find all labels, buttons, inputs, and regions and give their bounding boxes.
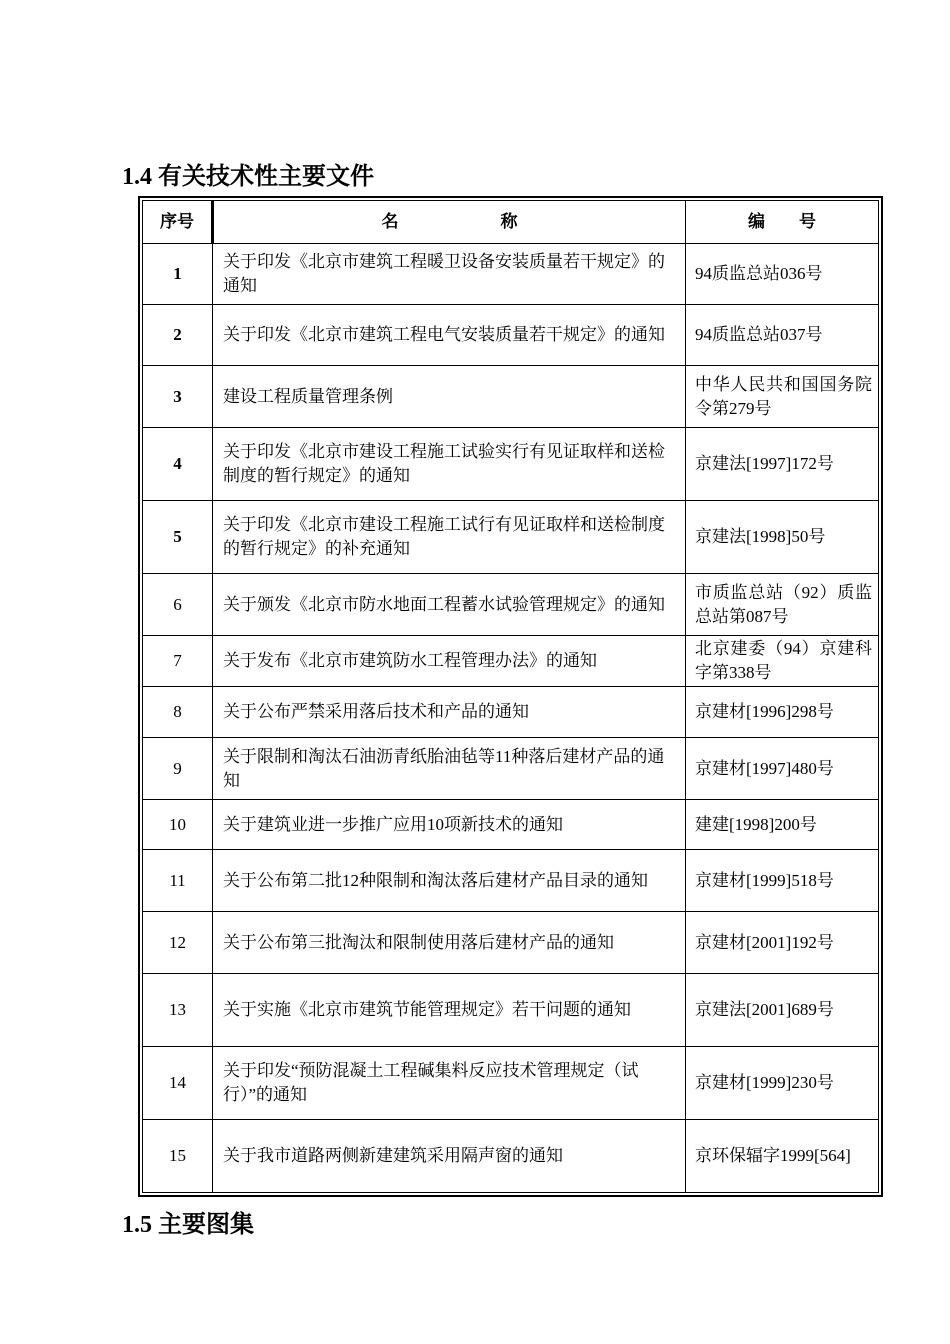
- table-row: [143, 305, 879, 366]
- table-row: [143, 738, 879, 800]
- row-code: 京建材[2001]192号: [686, 912, 879, 974]
- row-code: 94质监总站037号: [686, 305, 879, 366]
- row-code: 京建法[1997]172号: [686, 428, 879, 501]
- row-code: 京建法[1998]50号: [686, 501, 879, 574]
- row-name: 关于限制和淘汰石油沥青纸胎油毡等11种落后建材产品的通知: [213, 738, 686, 800]
- table-row: [143, 244, 879, 305]
- row-no: 13: [143, 974, 213, 1047]
- row-name: 关于发布《北京市建筑防水工程管理办法》的通知: [213, 636, 686, 687]
- row-name: 关于印发《北京市建设工程施工试验实行有见证取样和送检制度的暂行规定》的通知: [213, 428, 686, 501]
- row-code: 京建材[1996]298号: [686, 687, 879, 738]
- row-name: 关于我市道路两侧新建建筑采用隔声窗的通知: [213, 1120, 686, 1193]
- row-no: 9: [143, 738, 213, 800]
- row-code: 北京建委（94）京建科字第338号: [686, 636, 879, 687]
- row-no: 5: [143, 501, 213, 574]
- row-name: 关于印发《北京市建筑工程暖卫设备安装质量若干规定》的通知: [213, 244, 686, 305]
- row-no: 1: [143, 244, 213, 305]
- row-code: 京建材[1999]230号: [686, 1047, 879, 1120]
- table-row: [143, 850, 879, 912]
- header-name: 名 称: [213, 201, 686, 244]
- row-code: 京建法[2001]689号: [686, 974, 879, 1047]
- table-row: [143, 501, 879, 574]
- row-name: 关于印发“预防混凝土工程碱集料反应技术管理规定（试行）”的通知: [213, 1047, 686, 1120]
- table-row: [143, 1120, 879, 1193]
- row-no: 7: [143, 636, 213, 687]
- table-row: [143, 1047, 879, 1120]
- section-heading-1-5: 1.5 主要图集: [122, 1212, 254, 1238]
- header-code: 编 号: [686, 201, 879, 244]
- row-code: 市质监总站（92）质监总站第087号: [686, 574, 879, 636]
- row-no: 15: [143, 1120, 213, 1193]
- table-row: [143, 428, 879, 501]
- row-name: 关于颁发《北京市防水地面工程蓄水试验管理规定》的通知: [213, 574, 686, 636]
- row-code: 京建材[1999]518号: [686, 850, 879, 912]
- row-no: 4: [143, 428, 213, 501]
- row-name: 关于实施《北京市建筑节能管理规定》若干问题的通知: [213, 974, 686, 1047]
- row-code: 建建[1998]200号: [686, 800, 879, 850]
- table-row: [143, 574, 879, 636]
- table-header-row: [143, 201, 879, 244]
- table-row: [143, 636, 879, 687]
- table-row: [143, 366, 879, 428]
- header-no: 序号: [143, 201, 213, 244]
- row-no: 8: [143, 687, 213, 738]
- table-row: [143, 800, 879, 850]
- row-no: 10: [143, 800, 213, 850]
- row-code: 京环保辐字1999[564]: [686, 1120, 879, 1193]
- row-name: 关于印发《北京市建筑工程电气安装质量若干规定》的通知: [213, 305, 686, 366]
- table-row: [143, 912, 879, 974]
- row-name: 建设工程质量管理条例: [213, 366, 686, 428]
- row-no: 12: [143, 912, 213, 974]
- row-code: 94质监总站036号: [686, 244, 879, 305]
- document-table: [138, 196, 883, 1197]
- section-heading-1-4: 1.4 有关技术性主要文件: [122, 164, 374, 190]
- row-code: 京建材[1997]480号: [686, 738, 879, 800]
- row-name: 关于印发《北京市建设工程施工试行有见证取样和送检制度的暂行规定》的补充通知: [213, 501, 686, 574]
- row-name: 关于公布严禁采用落后技术和产品的通知: [213, 687, 686, 738]
- row-no: 2: [143, 305, 213, 366]
- row-name: 关于公布第二批12种限制和淘汰落后建材产品目录的通知: [213, 850, 686, 912]
- row-no: 11: [143, 850, 213, 912]
- row-no: 6: [143, 574, 213, 636]
- document-list-table: [142, 200, 879, 1193]
- row-name: 关于公布第三批淘汰和限制使用落后建材产品的通知: [213, 912, 686, 974]
- table-row: [143, 687, 879, 738]
- row-no: 3: [143, 366, 213, 428]
- row-no: 14: [143, 1047, 213, 1120]
- row-name: 关于建筑业进一步推广应用10项新技术的通知: [213, 800, 686, 850]
- row-code: 中华人民共和国国务院令第279号: [686, 366, 879, 428]
- table-row: [143, 974, 879, 1047]
